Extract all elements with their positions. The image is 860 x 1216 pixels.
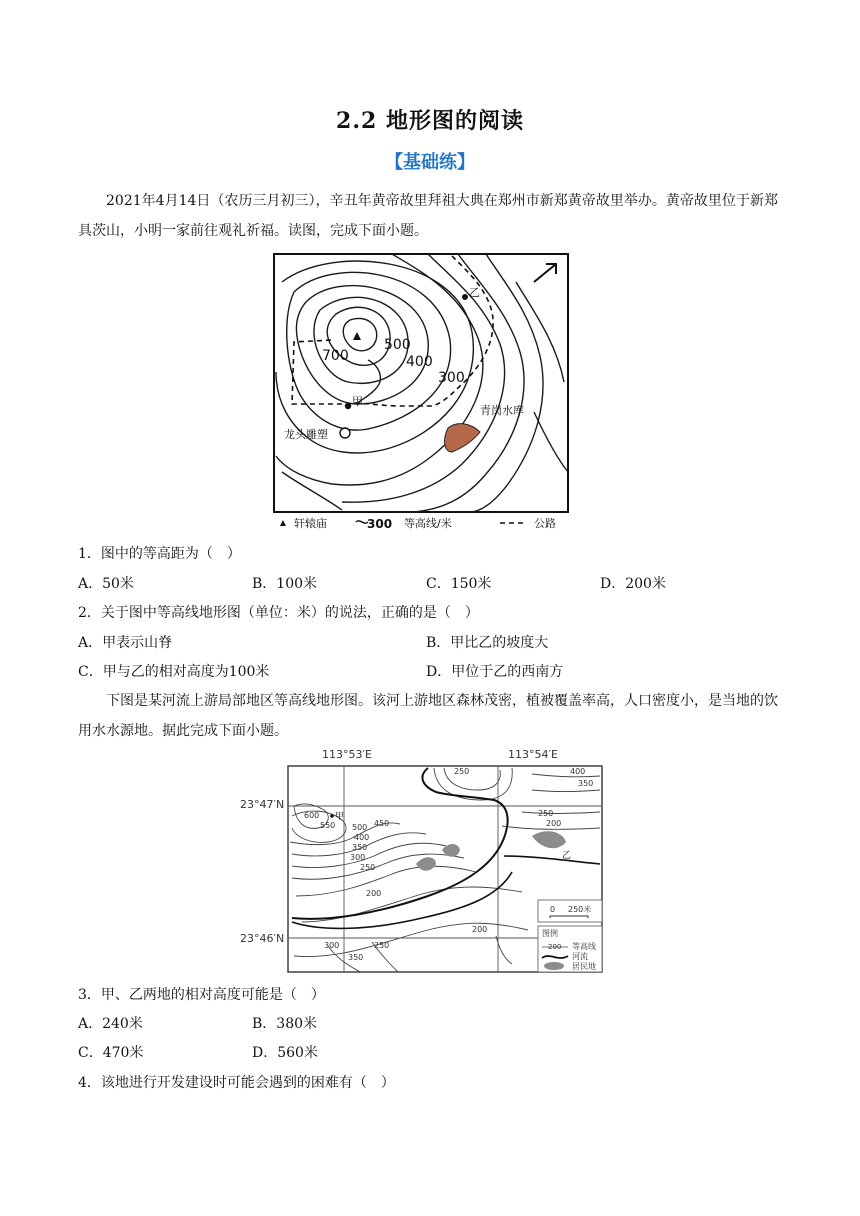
legend2-contour: 等高线 [572,942,596,951]
svg-text:200: 200 [472,925,488,934]
legend-contour-sample: 300 [367,517,393,531]
scale-bar [538,900,602,922]
page-title: 2.2 地形图的阅读 [336,108,524,134]
label-700: 700 [322,348,349,364]
legend2-contour-sample: 200 [548,943,562,951]
label-400: 400 [406,354,433,370]
svg-text:350: 350 [352,843,368,852]
statue-marker [340,428,350,438]
legend2-river: 河流 [572,952,588,961]
q3-option-b: B．380米 [252,1016,318,1032]
question-4-stem: 4．该地进行开发建设时可能会遇到的困难有（ ） [78,1075,395,1091]
scale-zero: 0 [550,905,556,914]
q1-option-c: C．150米 [426,576,492,592]
q3-option-c: C．470米 [78,1045,144,1061]
q2-option-d: D．甲位于乙的西南方 [426,664,564,680]
q1-option-d: D．200米 [600,576,666,592]
svg-text:300: 300 [350,853,366,862]
svg-text:400: 400 [354,833,370,842]
svg-text:500: 500 [352,823,368,832]
legend2-settlement: 居民地 [572,962,596,971]
q2-option-a: A．甲表示山脊 [78,635,173,651]
label-reservoir: 青岗水库 [480,404,524,417]
map-2-legend [538,926,602,972]
question-1-stem: 1．图中的等高距为（ ） [78,546,241,562]
passage-1 [78,186,778,246]
lat-label-46: 23°46′N [240,932,285,945]
svg-text:250: 250 [374,941,390,950]
svg-text:250: 250 [360,863,376,872]
q1-option-b: B．100米 [252,576,318,592]
svg-text:250: 250 [454,767,470,776]
legend-temple: 轩辕庙 [294,517,327,530]
svg-text:400: 400 [570,767,586,776]
point-jia [345,403,351,409]
lat-label-47: 23°47′N [240,798,285,811]
passage-1-text: 2021年4月14日（农历三月初三），辛丑年黄帝故里拜祖大典在郑州市新郑黄帝故里举办。黄帝故里位于新郑具茨山，小明一家前往观礼祈福。读图，完成下面小题。 [78,193,778,239]
legend-temple-icon [280,520,286,526]
svg-text:450: 450 [374,819,390,828]
svg-text:350: 350 [348,953,364,962]
point-jia-2 [330,814,334,818]
label-500: 500 [384,337,411,353]
label-yi: 乙 [469,286,480,299]
svg-text:200: 200 [366,889,382,898]
passage-2 [78,686,778,746]
svg-text:200: 200 [546,819,562,828]
question-2-stem: 2．关于图中等高线地形图（单位：米）的说法，正确的是（ ） [78,605,479,621]
label-jia: 甲 [352,395,363,408]
svg-text:350: 350 [578,779,594,788]
svg-text:300: 300 [324,941,340,950]
svg-text:600: 600 [304,811,320,820]
q2-option-b: B．甲比乙的坡度大 [426,635,549,651]
map-1-legend [280,516,556,531]
q3-option-d: D．560米 [252,1045,318,1061]
scale-dist: 250米 [568,905,592,914]
label-jia-2: 甲 [335,812,345,822]
question-3-stem: 3．甲、乙两地的相对高度可能是（ ） [78,987,325,1003]
legend2-title: 图例 [542,929,558,938]
q1-option-a: A．50米 [78,576,134,592]
svg-text:550: 550 [320,821,336,830]
section-label: 【基础练】 [385,152,475,173]
legend-road: 公路 [534,517,556,530]
passage-2-text: 下图是某河流上游局部地区等高线地形图。该河上游地区森林茂密，植被覆盖率高，人口密度小，是当地的饮用水水源地。据此完成下面小题。 [78,693,778,739]
q3-option-a: A．240米 [78,1016,143,1032]
contour-map-2 [232,746,608,978]
label-300: 300 [438,370,465,386]
label-yi-2: 乙 [562,851,572,861]
legend-contour: 等高线/米 [404,517,452,530]
contour-map-1 [272,252,572,534]
q2-option-c: C．甲与乙的相对高度为100米 [78,664,270,680]
point-yi [462,294,468,300]
svg-text:250: 250 [538,809,554,818]
lon-label-54: 113°54′E [508,748,558,761]
lon-label-53: 113°53′E [322,748,372,761]
label-statue: 龙头雕塑 [284,428,328,441]
